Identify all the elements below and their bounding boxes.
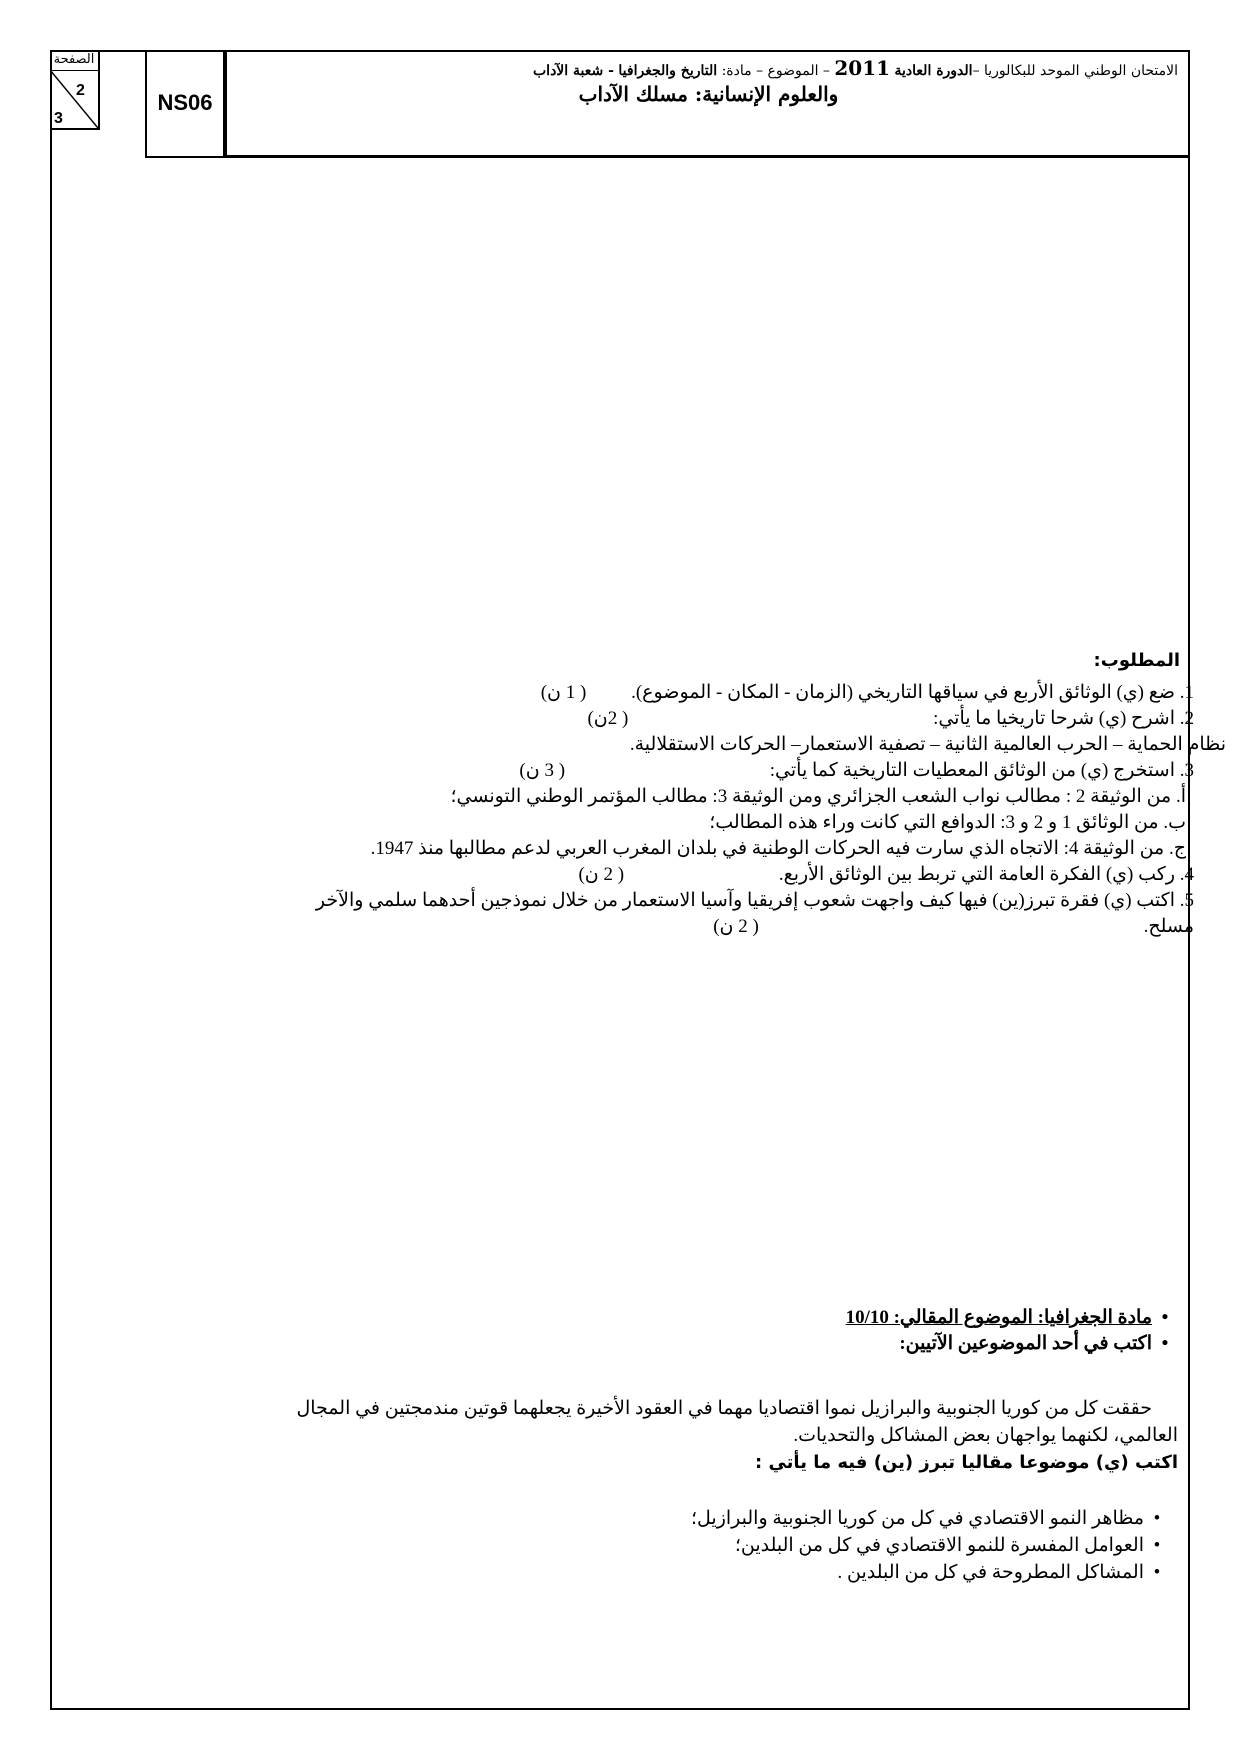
exam-code: NS06 [145, 50, 225, 158]
question-5-cont: مسلح. ( 2 ن) [126, 914, 1226, 940]
question-4: 4. ركب (ي) الفكرة العامة التي تربط بين الوثائق الأربع. ( 2 ن) [126, 862, 1226, 888]
geography-intro-line1: حققت كل من كوريا الجنوبية والبرازيل نموا اقتصاديا مهما في العقود الأخيرة يجعلهما قوتين مندمجتين في المجال [296, 1398, 1152, 1419]
exam-title-line2: والعلوم الإنسانية: مسلك الآداب [578, 82, 839, 106]
geography-heading: • مادة الجغرافيا: الموضوع المقالي: 10/10 [118, 1305, 1178, 1331]
page-number-box [50, 50, 100, 130]
question-2: 2. اشرح (ي) شرحا تاريخيا ما يأتي: ( 2ن) [126, 706, 1226, 732]
geography-intro [53, 1395, 1178, 1476]
question-2-terms: نظام الحماية – الحرب العالمية الثانية – تصفية الاستعمار– الحركات الاستقلالية. [629, 734, 1226, 755]
geography-section [118, 1305, 1178, 1357]
exam-year: 2011 [834, 56, 891, 80]
question-3a: أ. من الوثيقة 2 : مطالب نواب الشعب الجزائري ومن الوثيقة 3: مطالب المؤتمر الوطني التونسي؛ [450, 786, 1186, 807]
question-3: 3. استخرج (ي) من الوثائق المعطيات التاريخية كما يأتي: ( 3 ن) [126, 758, 1226, 784]
page-header [50, 50, 1190, 158]
required-title: المطلوب: [1093, 650, 1180, 671]
question-1-points: ( 1 ن) [540, 682, 587, 703]
page-label: الصفحة [50, 50, 98, 71]
exam-title-line1: الامتحان الوطني الموحد للبكالوريا –الدورة العادية 2011 – الموضوع – مادة: التاريخ والجغرافيا - شعبة الآداب [533, 56, 1178, 80]
geography-task: اكتب (ي) موضوعا مقاليا تبرز (ين) فيه ما يأتي : [755, 1452, 1178, 1473]
question-3-points: ( 3 ن) [519, 760, 566, 781]
geography-intro-line2: العالمي، لكنهما يواجهان بعض المشاكل والتحديات. [793, 1425, 1178, 1446]
history-questions [126, 680, 1226, 940]
question-3b: ب. من الوثائق 1 و 2 و 3: الدوافع التي كانت وراء هذه المطالب؛ [709, 812, 1186, 833]
question-2-points: ( 2ن) [587, 708, 629, 729]
question-4-points: ( 2 ن) [578, 864, 625, 885]
question-1: 1. ضع (ي) الوثائق الأربع في سياقها التاريخي (الزمان - المكان - الموضوع). ( 1 ن) [126, 680, 1226, 706]
exam-title [225, 50, 1190, 158]
geography-point: • العوامل المفسرة للنمو الاقتصادي في كل من البلدين؛ [45, 1532, 1170, 1559]
geography-point: • مظاهر النمو الاقتصادي في كل من كوريا الجنوبية والبرازيل؛ [45, 1505, 1170, 1532]
question-3c: ج. من الوثيقة 4: الاتجاه الذي سارت فيه الحركات الوطنية في بلدان المغرب العربي لدعم مطالبها منذ 1947. [370, 838, 1186, 859]
geography-point: • المشاكل المطروحة في كل من البلدين . [45, 1559, 1170, 1586]
page-total: 3 [54, 110, 63, 127]
geography-points [45, 1505, 1170, 1586]
page-number: 2 [76, 82, 85, 99]
question-5-points: ( 2 ن) [713, 916, 759, 937]
question-5: 5. اكتب (ي) فقرة تبرز(ين) فيها كيف واجهت شعوب إفريقيا وآسيا الاستعمار من خلال نموذجين أحدهما سلمي والآخر [315, 890, 1194, 911]
geography-instruction: • اكتب في أحد الموضوعين الآتيين: [118, 1331, 1178, 1357]
